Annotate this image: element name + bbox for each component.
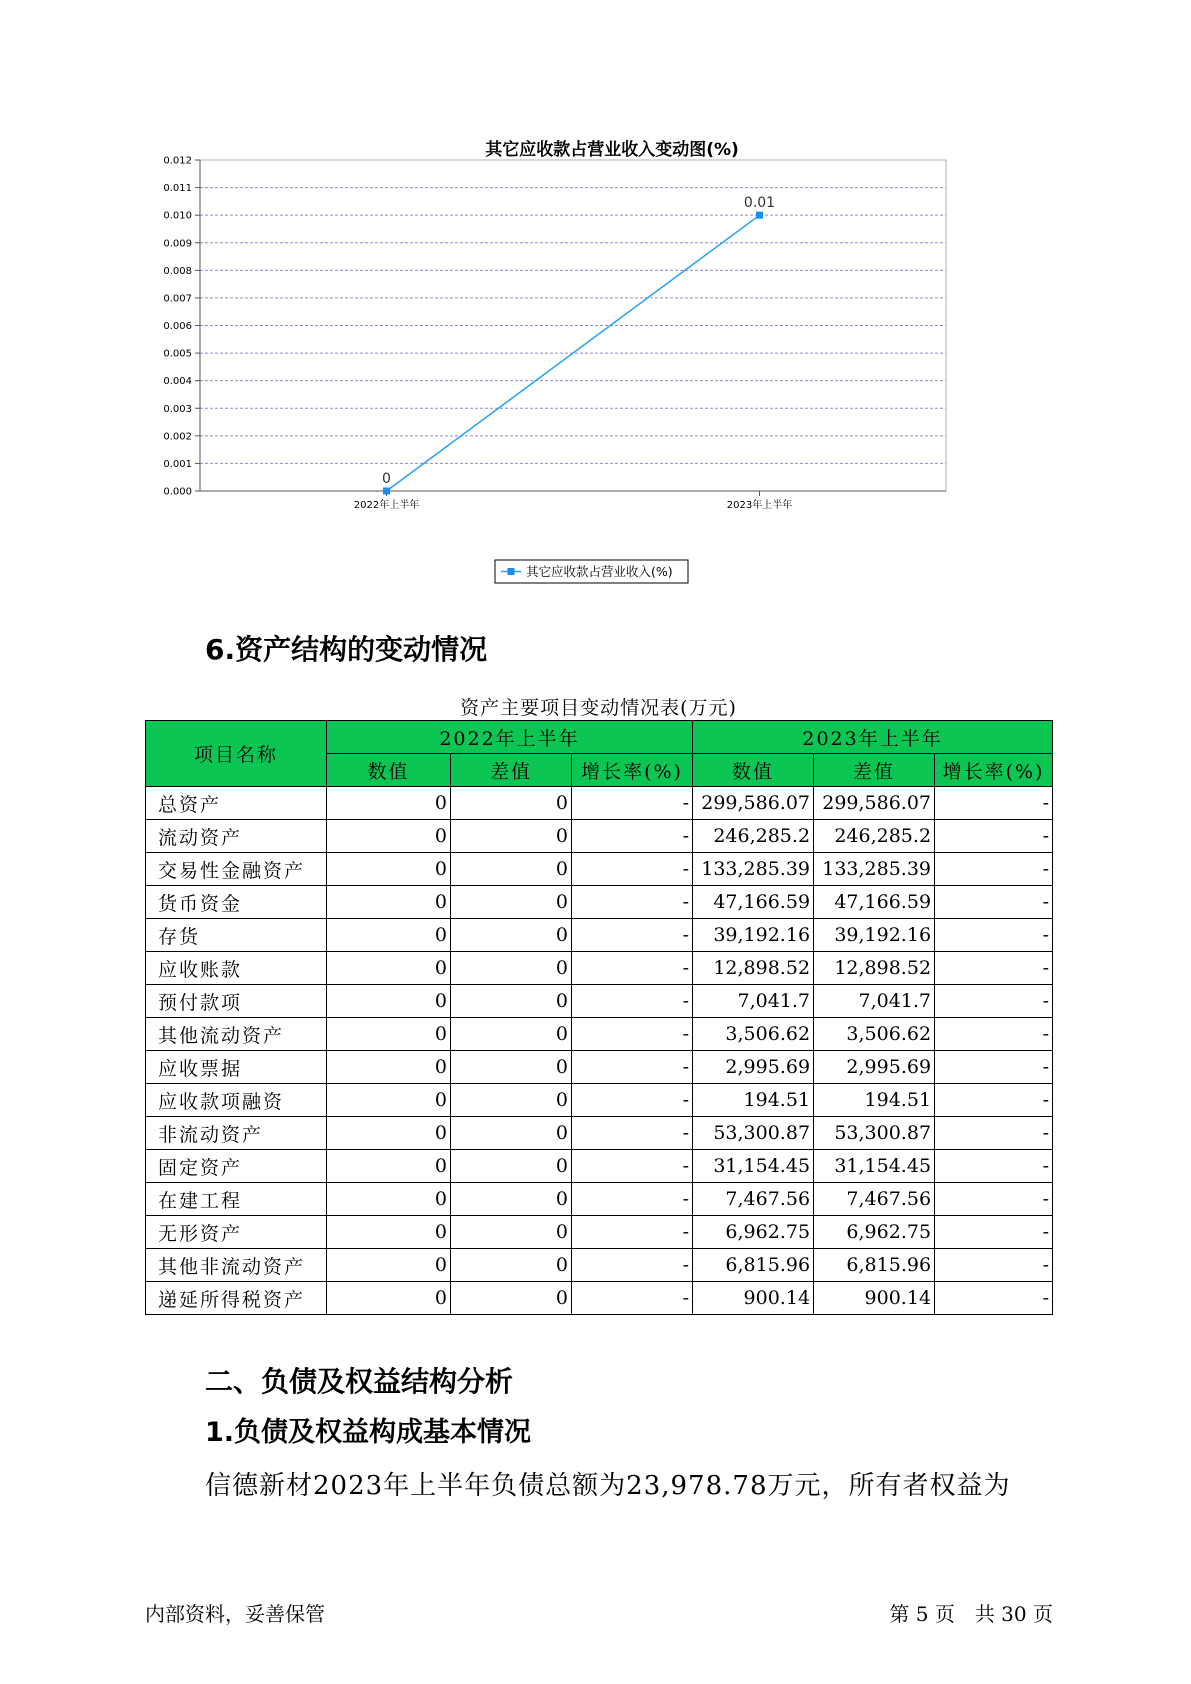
row-value-cell: 39,192.16 [814,919,935,952]
row-value-cell: - [935,787,1053,820]
row-value-cell: - [935,1282,1053,1315]
row-value-cell: - [935,952,1053,985]
subheader-value-2023: 数值 [693,754,814,787]
row-value-cell: 0 [451,820,572,853]
row-value-cell: 2,995.69 [814,1051,935,1084]
row-value-cell: 0 [451,787,572,820]
row-value-cell: - [572,886,693,919]
row-value-cell: 0 [327,853,451,886]
header-item-name: 项目名称 [146,721,327,787]
row-value-cell: 0 [451,1150,572,1183]
subheader-diff-2023: 差值 [814,754,935,787]
y-tick-label: 0.011 [163,183,192,195]
data-point [383,488,390,495]
row-value-cell: 0 [327,787,451,820]
row-value-cell: - [572,985,693,1018]
row-value-cell: 0 [327,886,451,919]
row-value-cell: 39,192.16 [693,919,814,952]
y-tick-label: 0.008 [163,265,192,277]
row-value-cell: 31,154.45 [693,1150,814,1183]
row-value-cell: 0 [327,820,451,853]
row-value-cell: 6,815.96 [814,1249,935,1282]
row-value-cell: - [935,1150,1053,1183]
row-value-cell: - [935,919,1053,952]
table-row [146,952,1053,985]
row-value-cell: - [572,919,693,952]
row-value-cell: 3,506.62 [693,1018,814,1051]
row-value-cell: 12,898.52 [814,952,935,985]
row-value-cell: - [935,1183,1053,1216]
footer-page-number: 第 5 页 共 30 页 [889,1602,1053,1626]
row-value-cell: 53,300.87 [814,1117,935,1150]
table-row [146,1183,1053,1216]
y-tick-label: 0.005 [163,348,192,360]
row-value-cell: 7,041.7 [693,985,814,1018]
row-item-name: 应收票据 [146,1051,327,1084]
y-tick-label: 0.000 [163,486,192,498]
table-row [146,1117,1053,1150]
x-tick-label: 2023年上半年 [726,500,793,511]
row-value-cell: - [572,1150,693,1183]
y-tick-label: 0.009 [163,238,192,250]
row-value-cell: 0 [451,1282,572,1315]
row-value-cell: - [572,787,693,820]
row-value-cell: 299,586.07 [814,787,935,820]
row-value-cell: 53,300.87 [693,1117,814,1150]
row-value-cell: 0 [451,1051,572,1084]
table-row [146,787,1053,820]
row-value-cell: - [935,853,1053,886]
row-value-cell: 0 [327,1018,451,1051]
row-value-cell: - [935,1249,1053,1282]
row-value-cell: 0 [327,1216,451,1249]
data-label: 0.01 [743,195,776,212]
table-row [146,985,1053,1018]
row-value-cell: 0 [451,1216,572,1249]
row-value-cell: 133,285.39 [693,853,814,886]
row-value-cell: 0 [451,1084,572,1117]
row-value-cell: 2,995.69 [693,1051,814,1084]
y-tick-label: 0.007 [163,293,192,305]
row-value-cell: - [935,1051,1053,1084]
row-value-cell: - [935,985,1053,1018]
row-value-cell: 0 [327,1249,451,1282]
row-value-cell: - [935,1117,1053,1150]
subheader-growth-2022: 增长率(%) [572,754,693,787]
footer-confidential-note: 内部资料，妥善保管 [145,1602,325,1626]
table-row [146,853,1053,886]
row-value-cell: 0 [451,919,572,952]
row-value-cell: - [572,853,693,886]
row-value-cell: 0 [327,985,451,1018]
header-group-2023: 2023年上半年 [693,721,1053,754]
section-heading-liabilities-equity: 二、负债及权益结构分析 [205,1365,514,1398]
table-row [146,1018,1053,1051]
row-value-cell: 0 [451,952,572,985]
chart-gridlines [200,160,946,463]
row-value-cell: 7,467.56 [814,1183,935,1216]
row-value-cell: 0 [327,1084,451,1117]
row-value-cell: - [935,1216,1053,1249]
row-value-cell: - [935,1018,1053,1051]
row-value-cell: 6,815.96 [693,1249,814,1282]
row-value-cell: - [572,820,693,853]
row-item-name: 应收账款 [146,952,327,985]
data-point [756,212,763,219]
row-value-cell: - [935,820,1053,853]
x-tick-label: 2022年上半年 [353,500,420,511]
row-value-cell: 0 [451,886,572,919]
subheader-value-2022: 数值 [327,754,451,787]
row-value-cell: - [572,1183,693,1216]
chart-title: 其它应收款占营业收入变动图(%) [485,140,739,160]
row-item-name: 其他非流动资产 [146,1249,327,1282]
row-value-cell: 6,962.75 [814,1216,935,1249]
subheader-diff-2022: 差值 [451,754,572,787]
row-item-name: 货币资金 [146,886,327,919]
row-value-cell: 0 [327,1282,451,1315]
row-value-cell: 0 [451,1249,572,1282]
y-tick-label: 0.006 [163,321,192,332]
table-row [146,1084,1053,1117]
table-row [146,1216,1053,1249]
table-row [146,1282,1053,1315]
row-value-cell: 47,166.59 [693,886,814,919]
row-value-cell: 900.14 [814,1282,935,1315]
table-row [146,886,1053,919]
row-value-cell: 0 [327,919,451,952]
row-value-cell: - [935,1084,1053,1117]
row-value-cell: 7,467.56 [693,1183,814,1216]
row-item-name: 应收款项融资 [146,1084,327,1117]
table-row [146,1150,1053,1183]
row-value-cell: 0 [451,1117,572,1150]
row-value-cell: 6,962.75 [693,1216,814,1249]
table-row [146,1051,1053,1084]
row-value-cell: 133,285.39 [814,853,935,886]
legend-label: 其它应收款占营业收入(%) [526,564,673,579]
row-item-name: 交易性金融资产 [146,853,327,886]
row-value-cell: - [572,1282,693,1315]
header-group-2022: 2022年上半年 [327,721,693,754]
chart-legend [495,560,688,583]
row-value-cell: 0 [327,1117,451,1150]
y-tick-label: 0.002 [163,431,192,443]
row-value-cell: 0 [451,1183,572,1216]
body-paragraph: 信德新材2023年上半年负债总额为23,978.78万元，所有者权益为 [205,1471,1011,1501]
subheader-growth-2023: 增长率(%) [935,754,1053,787]
row-value-cell: 3,506.62 [814,1018,935,1051]
row-value-cell: 31,154.45 [814,1150,935,1183]
row-value-cell: 0 [327,1051,451,1084]
row-value-cell: 246,285.2 [814,820,935,853]
row-value-cell: 0 [451,1018,572,1051]
y-tick-label: 0.010 [163,210,192,222]
row-value-cell: 194.51 [814,1084,935,1117]
chart-series [382,195,775,494]
row-value-cell: 0 [327,1183,451,1216]
row-item-name: 无形资产 [146,1216,327,1249]
row-value-cell: - [572,952,693,985]
row-value-cell: 194.51 [693,1084,814,1117]
row-value-cell: - [572,1117,693,1150]
row-item-name: 总资产 [146,787,327,820]
legend-marker [508,568,515,575]
row-item-name: 固定资产 [146,1150,327,1183]
row-value-cell: 299,586.07 [693,787,814,820]
subsection-heading-composition: 1.负债及权益构成基本情况 [205,1417,532,1448]
y-tick-label: 0.004 [163,376,192,388]
y-axis-ticks [163,156,200,498]
row-value-cell: 12,898.52 [693,952,814,985]
row-item-name: 存货 [146,919,327,952]
row-value-cell: 0 [327,1150,451,1183]
table-row [146,919,1053,952]
table-row [146,1249,1053,1282]
row-value-cell: 0 [451,985,572,1018]
row-item-name: 其他流动资产 [146,1018,327,1051]
row-value-cell: - [572,1018,693,1051]
row-item-name: 递延所得税资产 [146,1282,327,1315]
y-tick-label: 0.001 [163,458,192,470]
row-item-name: 在建工程 [146,1183,327,1216]
section-heading-asset-structure: 6.资产结构的变动情况 [205,633,488,666]
row-item-name: 非流动资产 [146,1117,327,1150]
row-value-cell: 7,041.7 [814,985,935,1018]
row-item-name: 流动资产 [146,820,327,853]
row-value-cell: 900.14 [693,1282,814,1315]
row-value-cell: - [572,1216,693,1249]
y-tick-label: 0.003 [163,403,192,415]
table-title: 资产主要项目变动情况表(万元) [460,697,737,719]
row-value-cell: 246,285.2 [693,820,814,853]
row-value-cell: 0 [451,853,572,886]
row-item-name: 预付款项 [146,985,327,1018]
row-value-cell: - [572,1051,693,1084]
row-value-cell: 47,166.59 [814,886,935,919]
ratio-line-chart [160,135,1060,595]
row-value-cell: - [572,1249,693,1282]
row-value-cell: - [572,1084,693,1117]
table-body [146,787,1053,1315]
row-value-cell: - [935,886,1053,919]
data-label: 0 [382,471,391,487]
x-axis-ticks [354,491,792,511]
asset-change-table [145,720,1053,1315]
table-row [146,820,1053,853]
y-tick-label: 0.012 [163,155,192,167]
row-value-cell: 0 [327,952,451,985]
